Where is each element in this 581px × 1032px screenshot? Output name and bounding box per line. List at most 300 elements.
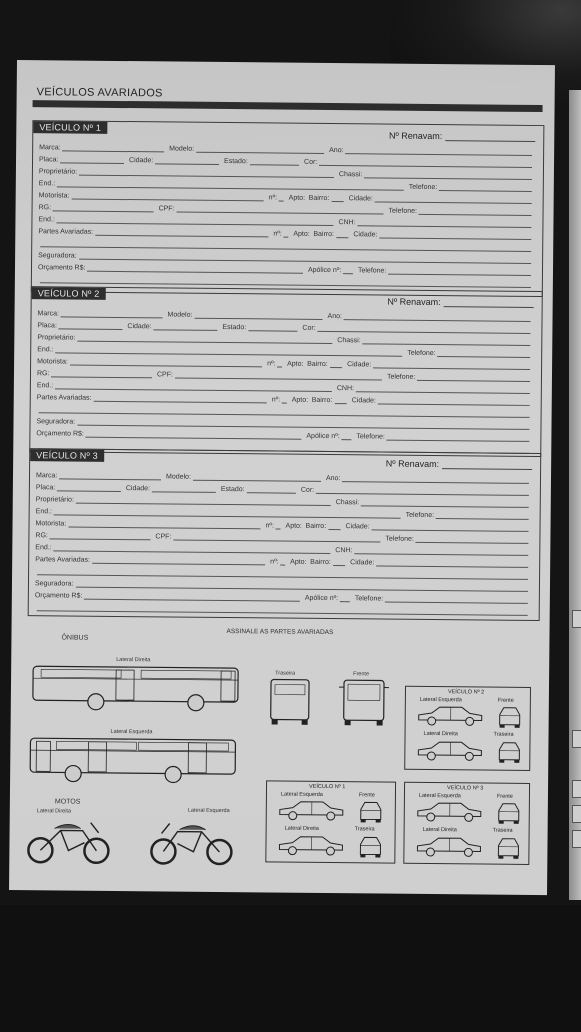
renavam-line[interactable] [442,460,532,470]
num-field[interactable] [270,558,290,565]
cidade-label: Cidade: [347,361,372,369]
bus-left-icon [28,728,239,788]
cor-label: Cor: [303,158,318,166]
chassi-label: Chassi: [338,171,363,179]
fill-line[interactable] [316,487,529,496]
renavam-field[interactable] [389,131,535,142]
car-diagram-vehicle-2[interactable] [404,686,531,771]
bairro-label: Bairro: [308,194,330,203]
car-end-icon [497,801,521,825]
fill-line[interactable] [59,472,161,480]
motorista-field[interactable] [39,192,269,201]
ano-field[interactable] [328,313,536,322]
bairro-label: Bairro: [307,360,328,368]
apolice-label: Apólice nº: [306,432,340,441]
fill-line[interactable] [333,559,345,566]
fill-line[interactable] [51,370,152,378]
fill-line[interactable] [95,229,268,238]
fill-line[interactable] [173,534,380,543]
background-floor [0,905,581,1032]
fill-line[interactable] [93,395,266,404]
fill-line[interactable] [438,350,531,358]
fill-line[interactable] [86,431,302,440]
car-front-label: Frente [358,792,375,799]
bus-front-diagram[interactable] [339,671,390,727]
cidade-field[interactable] [350,559,533,568]
end-field[interactable] [38,216,338,226]
orcamento-label: Orçamento R$: [36,430,84,438]
motorista-field[interactable] [36,520,266,529]
telefone-label: Telefone: [357,267,387,275]
fill-line[interactable] [417,374,530,382]
bus-right-label: Lateral Direita [116,656,151,664]
fill-line[interactable] [363,337,531,346]
cpf-label: CPF: [158,205,175,213]
chassi-label: Chassi: [337,337,361,345]
apto-field[interactable] [290,559,310,566]
adjacent-page-edge [569,90,581,900]
fill-line[interactable] [372,523,529,532]
fill-line[interactable] [193,474,321,482]
car-end-icon [359,799,383,823]
bairro-label: Bairro: [305,522,327,530]
telefone-label: Telefone: [407,349,436,358]
estado-label: Estado: [224,157,248,166]
cnh-label: CNH: [338,219,356,227]
num-field[interactable] [272,396,292,403]
seguradora-label: Seguradora: [34,580,74,588]
telefone-field[interactable] [407,350,535,358]
fill-line[interactable] [92,557,265,566]
blank-field[interactable] [35,604,533,616]
apolice-label: Apólice nº: [307,266,342,275]
fill-line[interactable] [76,497,331,506]
cidade-field[interactable] [126,485,221,493]
motorista-label: Motorista: [37,358,68,366]
marca-field[interactable] [39,144,169,152]
apto-label: Apto: [290,558,307,566]
rg-field[interactable] [39,204,159,212]
marca-label: Marca: [39,144,61,152]
car-rear-label: Traseira [492,827,513,834]
marca-field[interactable] [38,310,168,318]
marca-label: Marca: [37,310,60,318]
car-diagram-vehicle-3[interactable] [403,782,530,865]
fill-line[interactable] [358,219,532,228]
vehicle-title: VEÍCULO Nº 3 [30,449,104,462]
proprietario-field[interactable] [37,334,337,344]
car-end-icon [498,705,522,729]
fill-line[interactable] [68,521,260,530]
car-end-icon [497,740,521,764]
cidade-label: Cidade: [129,157,154,165]
partes_avariadas-field[interactable] [38,228,273,237]
ano-label: Ano: [329,147,344,155]
renavam-field[interactable] [387,297,533,308]
apto-field[interactable] [287,361,307,368]
cidade-field[interactable] [349,195,537,204]
cnh-field[interactable] [338,219,536,228]
fill-line[interactable] [328,523,340,530]
partes_avariadas-label: Partes Avariadas: [36,394,92,402]
estado-field[interactable] [224,158,304,166]
bairro-field[interactable] [307,361,347,368]
chassi-field[interactable] [337,337,535,346]
vehicle-title: VEÍCULO Nº 1 [33,121,107,134]
modelo-label: Modelo: [169,145,195,153]
estado-field[interactable] [222,324,302,332]
num-label: nº: [268,194,278,202]
fill-line[interactable] [84,593,300,602]
cpf-field[interactable] [159,205,389,214]
apolice-field[interactable] [308,267,358,274]
end-label: End.: [36,382,54,390]
car-side-icon [277,799,347,824]
fill-line[interactable] [281,559,286,566]
fill-line[interactable] [57,216,334,226]
fill-line[interactable] [364,171,532,180]
rg-label: RG: [35,532,48,540]
fill-line[interactable] [55,382,332,392]
rg-field[interactable] [35,532,155,540]
proprietario-field[interactable] [39,168,339,178]
orcamento-label: Orçamento R$: [34,592,83,600]
fill-line[interactable] [385,596,528,604]
fill-line[interactable] [196,146,324,154]
bus-rear-icon [269,670,312,725]
cidade-field[interactable] [352,397,535,406]
fill-line[interactable] [373,361,530,370]
bus-rear-diagram[interactable] [269,670,312,725]
bairro-label: Bairro: [310,558,331,567]
fill-line[interactable] [354,547,528,556]
fill-line[interactable] [152,485,216,493]
num-field[interactable] [266,522,286,529]
moto-left-label: Lateral Esquerda [187,807,230,815]
title-bar [33,100,543,112]
cidade-field[interactable] [353,231,536,240]
renavam-line[interactable] [444,298,534,308]
cor-field[interactable] [304,159,537,168]
motos-label: MOTOS [54,798,81,806]
form-title: VEÍCULOS AVARIADOS [36,86,163,100]
fill-line[interactable] [79,169,334,178]
car-rear-label: Traseira [354,826,375,833]
placa-field[interactable] [39,156,129,164]
cnh-field[interactable] [337,385,535,394]
telefone-label: Telefone: [356,433,385,441]
rg-field[interactable] [37,370,157,378]
fill-line[interactable] [50,532,151,540]
num-field[interactable] [267,360,287,367]
cor-label: Cor: [300,486,315,494]
car-diagram-vehicle-1[interactable] [265,780,396,863]
motorista-label: Motorista: [38,192,70,200]
cidade-field[interactable] [346,523,534,532]
apolice-field[interactable] [306,433,356,440]
fill-line[interactable] [340,595,350,602]
cnh-label: CNH: [335,547,353,555]
telefone-label: Telefone: [405,511,435,520]
proprietario-label: Proprietário: [37,334,76,342]
fill-line[interactable] [344,313,531,322]
car-left-label: Lateral Esquerda [418,792,461,800]
fill-line[interactable] [284,231,289,238]
proprietario-field[interactable] [36,496,336,506]
renavam-line[interactable] [445,132,535,142]
renavam-label: Nº Renavam: [385,458,440,470]
fill-line[interactable] [61,310,163,318]
orcamento-field[interactable] [38,264,308,274]
vehicle-section-2 [29,286,543,457]
cidade-field[interactable] [129,157,224,165]
chassi-label: Chassi: [335,499,360,507]
fill-line[interactable] [387,434,530,442]
num-field[interactable] [273,230,293,237]
end-label: End.: [38,216,55,224]
fill-line[interactable] [54,544,331,554]
fill-line[interactable] [37,604,528,616]
fill-line[interactable] [247,486,296,493]
proprietario-label: Proprietário: [35,496,74,504]
moto-left-diagram[interactable] [147,807,238,866]
cidade-field[interactable] [127,323,222,331]
cor-field[interactable] [302,325,535,334]
form-row [38,273,536,288]
cnh-label: CNH: [336,385,355,393]
telefone-label: Telefone: [354,595,384,603]
fill-line[interactable] [175,372,382,381]
ano-field[interactable] [329,147,537,156]
partes_avariadas-field[interactable] [35,556,270,565]
estado-label: Estado: [222,323,247,332]
modelo-field[interactable] [166,473,326,482]
fill-line[interactable] [419,208,532,216]
partes_avariadas-label: Partes Avariadas: [35,556,90,564]
fill-line[interactable] [318,325,531,334]
apto-label: Apto: [285,522,302,530]
fill-line[interactable] [59,322,123,330]
car-end-icon [496,836,520,860]
car-right-label: Lateral Direita [423,730,458,738]
telefone-field[interactable] [389,208,537,216]
car-left-label: Lateral Esquerda [280,791,323,798]
cor-field[interactable] [301,487,534,496]
placa-field[interactable] [36,484,126,492]
fill-line[interactable] [155,157,219,165]
orcamento-field[interactable] [36,430,306,440]
fill-line[interactable] [70,359,262,368]
fill-line[interactable] [334,397,346,404]
seguradora-label: Seguradora: [36,418,76,426]
fill-line[interactable] [63,144,165,152]
fill-line[interactable] [176,206,383,215]
fill-line[interactable] [361,499,529,508]
num-label: nº: [267,360,276,368]
modelo-label: Modelo: [165,473,191,481]
telefone-field[interactable] [406,512,534,520]
marca-field[interactable] [36,472,166,480]
orcamento-field[interactable] [35,592,305,602]
fill-line[interactable] [336,231,348,238]
modelo-label: Modelo: [167,311,193,319]
bus-front-icon [339,671,390,727]
form-row [35,601,533,616]
end-field[interactable] [37,382,337,392]
apto-label: Apto: [291,396,309,404]
apto-field[interactable] [292,397,312,404]
cidade-label: Cidade: [125,485,151,493]
rg-label: RG: [36,370,50,378]
partes_avariadas-label: Partes Avariadas: [38,228,94,236]
cidade-field[interactable] [347,361,535,370]
motorista-label: Motorista: [35,520,67,528]
estado-field[interactable] [221,486,301,494]
fill-line[interactable] [375,195,532,204]
fill-line[interactable] [343,267,353,274]
fill-line[interactable] [282,397,287,404]
instruction-text: ASSINALE AS PARTES AVARIADAS [226,628,334,637]
end-label: End.: [35,544,52,552]
num-label: nº: [273,230,282,238]
renavam-label: Nº Renavam: [387,296,441,308]
telefone-label: Telefone: [385,535,414,543]
fill-line[interactable] [379,231,531,239]
bairro-field[interactable] [306,523,346,530]
motorista-field[interactable] [37,358,267,367]
ano-label: Ano: [325,474,341,483]
apto-label: Apto: [288,194,306,202]
apolice-field[interactable] [305,595,355,602]
fill-line[interactable] [416,536,529,544]
cpf-field[interactable] [157,371,387,380]
car-right-label: Lateral Direita [284,825,319,832]
apto-field[interactable] [293,231,313,238]
modelo-field[interactable] [169,145,329,154]
chassi-field[interactable] [339,171,537,180]
cnh-field[interactable] [335,547,533,556]
bus-left-label: Lateral Esquerda [110,728,153,736]
bus-left-side-diagram[interactable] [28,728,239,788]
apolice-label: Apólice nº: [304,594,339,603]
fill-line[interactable] [439,184,532,192]
fill-line[interactable] [331,195,343,202]
fill-line[interactable] [194,312,322,320]
vehicle-title: VEÍCULO Nº 2 [32,287,106,300]
fill-line[interactable] [60,156,124,164]
end-field[interactable] [35,544,335,554]
car-diagram-title: VEÍCULO Nº 3 [447,785,484,792]
bus-right-icon [31,656,242,716]
car-diagram-title: VEÍCULO Nº 1 [309,783,346,791]
bus-right-side-diagram[interactable] [31,656,242,716]
modelo-field[interactable] [168,311,328,320]
fill-line[interactable] [77,335,332,344]
proprietario-label: Proprietário: [38,168,78,176]
car-diagram-title: VEÍCULO Nº 2 [447,689,485,696]
cpf-label: CPF: [156,371,173,379]
end-label: End.: [38,180,56,188]
bairro-field[interactable] [309,195,349,202]
fill-line[interactable] [436,512,529,520]
cidade-label: Cidade: [351,397,376,405]
bairro-field[interactable] [313,231,353,238]
fill-line[interactable] [248,324,297,331]
fill-line[interactable] [378,397,530,405]
fill-line[interactable] [53,204,154,212]
bairro-field[interactable] [310,559,350,566]
fill-line[interactable] [154,323,218,331]
fill-line[interactable] [279,195,284,202]
vehicle-section-1 [31,120,545,297]
apto-field[interactable] [289,195,309,202]
bus-front-label: Frente [353,671,370,678]
telefone-field[interactable] [355,595,533,604]
telefone-field[interactable] [387,374,535,382]
fill-line[interactable] [346,147,533,156]
num-field[interactable] [269,194,289,201]
bairro-field[interactable] [312,397,352,404]
vehicle-section-3 [28,448,542,621]
telefone-field[interactable] [409,184,537,192]
apto-label: Apto: [293,230,310,238]
car-side-icon [416,704,486,729]
cidade-label: Cidade: [345,523,370,531]
telefone-label: Telefone: [408,183,438,192]
chassi-field[interactable] [336,499,534,508]
renavam-field[interactable] [386,459,532,470]
bus-rear-label: Traseira [275,670,296,677]
fill-line[interactable] [57,484,121,492]
telefone-label: Telefone: [388,207,418,215]
fill-line[interactable] [342,475,529,484]
cidade-label: Cidade: [350,559,375,567]
fill-line[interactable] [330,361,342,368]
telefone-field[interactable] [356,433,534,442]
telefone-field[interactable] [385,536,533,544]
fill-line[interactable] [250,158,299,165]
moto-right-label: Lateral Direita [36,808,72,815]
num-label: nº: [265,522,274,530]
fill-line[interactable] [277,361,282,368]
fill-line[interactable] [87,265,303,274]
ano-field[interactable] [326,475,534,484]
moto-right-icon [24,808,115,867]
fill-line[interactable] [71,193,263,202]
moto-left-icon [147,807,238,866]
end-label: End.: [37,346,54,354]
apto-label: Apto: [287,360,304,368]
cpf-field[interactable] [155,533,385,542]
car-side-icon [414,835,484,860]
telefone-field[interactable] [358,267,536,276]
car-end-icon [358,834,382,858]
fill-line[interactable] [376,559,528,567]
cidade-label: Cidade: [353,231,378,239]
fill-line[interactable] [356,385,530,394]
placa-field[interactable] [37,322,127,330]
num-label: nº: [271,396,281,404]
placa-label: Placa: [39,156,59,164]
fill-line[interactable] [276,523,281,530]
car-right-label: Lateral Direita [422,826,457,834]
fill-line[interactable] [342,433,352,440]
fill-line[interactable] [388,268,531,276]
fill-line[interactable] [319,159,532,168]
moto-right-diagram[interactable] [24,808,115,867]
partes_avariadas-field[interactable] [37,394,272,403]
apto-field[interactable] [286,523,306,530]
